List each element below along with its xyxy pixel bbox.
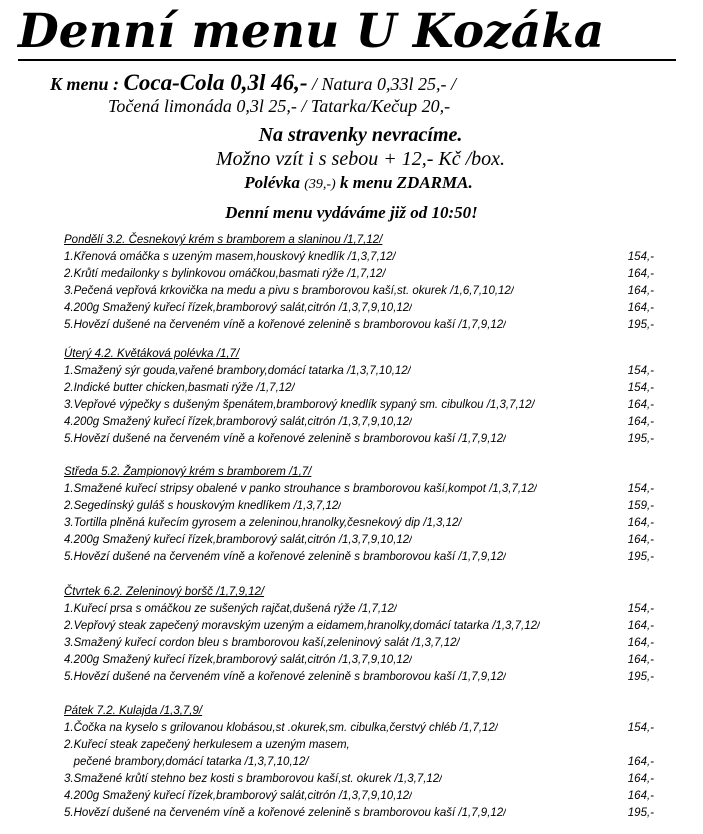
- menu-item-name: 5.Hovězí dušené na červeném víně a kořenové zelenině s bramborovou kaší /1,7,9,12/: [64, 671, 507, 683]
- menu-item: [64, 266, 674, 283]
- menu-item-name: 1.Křenová omáčka s uzeným masem,houskový knedlík /1,3,7,12/: [64, 251, 396, 263]
- menu-item-price: 164,-: [627, 416, 654, 428]
- menu-item: [64, 805, 674, 822]
- day-heading: Středa 5.2. Žampionový krém s bramborem /1,7/: [64, 466, 312, 478]
- menu-item-name: 3.Tortilla plněná kuřecím gyrosem a zeleninou,hranolky,česnekový dip /1,3,12/: [64, 517, 462, 529]
- day-section: [64, 584, 674, 686]
- day-heading: Pondělí 3.2. Česnekový krém s bramborem a slaninou /1,7,12/: [64, 234, 383, 246]
- note-stravenky: Na stravenky nevracíme.: [258, 124, 463, 146]
- menu-item: [64, 549, 674, 566]
- menu-item-name: 5.Hovězí dušené na červeném víně a kořenové zelenině s bramborovou kaší /1,7,9,12/: [64, 319, 507, 331]
- menu-item-price: 195,-: [627, 433, 654, 445]
- note-soup: [0, 173, 703, 193]
- menu-item-price: 164,-: [627, 773, 654, 785]
- menu-item: [64, 363, 674, 380]
- note-soup-a: Polévka: [244, 173, 300, 192]
- menu-item-name: 1.Smažené kuřecí stripsy obalené v panko strouhance s bramborovou kaší,kompot /1,3,7,12/: [64, 483, 538, 495]
- menu-item-name: 3.Pečená vepřová krkovička na medu a pivu s bramborovou kaší,st. okurek /1,6,7,10,12/: [64, 285, 515, 297]
- drinks-rest: / Natura 0,33l 25,- /: [307, 74, 457, 94]
- day-heading: Čtvrtek 6.2. Zeleninový boršč /1,7,9,12/: [64, 586, 265, 598]
- menu-item-name: 3.Vepřové výpečky s dušeným špenátem,bramborový knedlík sypaný sm. cibulkou /1,3,7,12/: [64, 399, 535, 411]
- day-section: [64, 703, 674, 822]
- menu-item: [64, 618, 674, 635]
- menu-item: [64, 249, 674, 266]
- menu-item-name: 1.Kuřecí prsa s omáčkou ze sušených rajčat,dušená rýže /1,7,12/: [64, 603, 398, 615]
- menu-item-price: 195,-: [627, 319, 654, 331]
- menu-item-price: 164,-: [627, 654, 654, 666]
- title-underline: [18, 59, 676, 61]
- menu-item-price: 154,-: [627, 483, 654, 495]
- drinks-lead: K menu :: [50, 74, 120, 94]
- menu-item-price: 164,-: [627, 534, 654, 546]
- drinks-cola: Coca-Cola 0,3l 46,-: [123, 70, 308, 95]
- menu-item-price: 164,-: [627, 399, 654, 411]
- note-serving-time: Denní menu vydáváme již od 10:50!: [225, 203, 478, 222]
- menu-item: [64, 515, 674, 532]
- page-title: Denní menu U Kozáka: [18, 4, 605, 59]
- menu-item-price: 154,-: [627, 382, 654, 394]
- menu-item: [64, 498, 674, 515]
- day-section: [64, 346, 674, 448]
- menu-item-name: 5.Hovězí dušené na červeném víně a kořenové zelenině s bramborovou kaší /1,7,9,12/: [64, 807, 507, 819]
- drinks-line-1: [50, 70, 456, 96]
- menu-item-name: 2.Kuřecí steak zapečený herkulesem a uzeným masem, pečené brambory,domácí tatarka /1,3,7,10,12/: [64, 739, 350, 768]
- menu-item-price: 164,-: [627, 517, 654, 529]
- menu-item-price: 164,-: [627, 637, 654, 649]
- menu-item-name: 5.Hovězí dušené na červeném víně a kořenové zelenině s bramborovou kaší /1,7,9,12/: [64, 433, 507, 445]
- menu-item: [64, 414, 674, 431]
- menu-item-price: 164,-: [627, 790, 654, 802]
- menu-item-price: 154,-: [627, 722, 654, 734]
- menu-item-name: 3.Smažené krůtí stehno bez kosti s bramborovou kaší,st. okurek /1,3,7,12/: [64, 773, 443, 785]
- menu-item-name: 5.Hovězí dušené na červeném víně a kořenové zelenině s bramborovou kaší /1,7,9,12/: [64, 551, 507, 563]
- menu-item: [64, 669, 674, 686]
- menu-item: [64, 788, 674, 805]
- menu-item: [64, 635, 674, 652]
- menu-item-name: 2.Vepřový steak zapečený moravským uzeným a eidamem,hranolky,domácí tatarka /1,3,7,12/: [64, 620, 541, 632]
- menu-item-name: 4.200g Smažený kuřecí řízek,bramborový salát,citrón /1,3,7,9,10,12/: [64, 416, 413, 428]
- menu-item-name: 2.Krůtí medailonky s bylinkovou omáčkou,basmati rýže /1,7,12/: [64, 268, 386, 280]
- menu-item-price: 195,-: [627, 807, 654, 819]
- menu-item-price: 195,-: [627, 551, 654, 563]
- menu-item: [64, 283, 674, 300]
- menu-item: [64, 397, 674, 414]
- menu-item-name: 4.200g Smažený kuřecí řízek,bramborový salát,citrón /1,3,7,9,10,12/: [64, 302, 413, 314]
- menu-item-price: 154,-: [627, 251, 654, 263]
- note-soup-b: k menu ZDARMA.: [339, 173, 473, 192]
- menu-item-name: 1.Smažený sýr gouda,vařené brambory,domácí tatarka /1,3,7,10,12/: [64, 365, 411, 377]
- menu-item-price: 164,-: [627, 268, 654, 280]
- menu-item: [64, 737, 674, 771]
- day-heading: Pátek 7.2. Kulajda /1,3,7,9/: [64, 705, 203, 717]
- menu-item: [64, 601, 674, 618]
- day-section: [64, 464, 674, 566]
- menu-item-price: 154,-: [627, 603, 654, 615]
- menu-item-price: 154,-: [627, 365, 654, 377]
- menu-item-name: 2.Indické butter chicken,basmati rýže /1,7,12/: [64, 382, 295, 394]
- menu-item-price: 159,-: [627, 500, 654, 512]
- menu-item-name: 4.200g Smažený kuřecí řízek,bramborový salát,citrón /1,3,7,9,10,12/: [64, 790, 413, 802]
- day-heading: Úterý 4.2. Květáková polévka /1,7/: [64, 348, 240, 360]
- day-section: [64, 232, 674, 334]
- menu-item-name: 4.200g Smažený kuřecí řízek,bramborový salát,citrón /1,3,7,9,10,12/: [64, 654, 413, 666]
- menu-item-price: 164,-: [627, 756, 654, 768]
- menu-item-name: 4.200g Smažený kuřecí řízek,bramborový salát,citrón /1,3,7,9,10,12/: [64, 534, 413, 546]
- menu-item: [64, 300, 674, 317]
- note-takeaway: Možno vzít i s sebou + 12,- Kč /box.: [215, 148, 506, 170]
- menu-item-price: 195,-: [627, 671, 654, 683]
- menu-item-price: 164,-: [627, 285, 654, 297]
- menu-item-price: 164,-: [627, 620, 654, 632]
- menu-item-name: 1.Čočka na kyselo s grilovanou klobásou,st .okurek,sm. cibulka,čerstvý chléb /1,7,12/: [64, 722, 499, 734]
- note-soup-price: (39,-): [304, 177, 336, 192]
- menu-item-name: 3.Smažený kuřecí cordon bleu s bramborovou kaší,zeleninový salát /1,3,7,12/: [64, 637, 460, 649]
- menu-item: [64, 380, 674, 397]
- menu-item: [64, 771, 674, 788]
- menu-item-name: 2.Segedínský guláš s houskovým knedlíkem /1,3,7,12/: [64, 500, 342, 512]
- menu-item: [64, 652, 674, 669]
- menu-item: [64, 317, 674, 334]
- menu-item: [64, 532, 674, 549]
- menu-item: [64, 720, 674, 737]
- menu-item: [64, 431, 674, 448]
- drinks-line-2: Točená limonáda 0,3l 25,- / Tatarka/Kečup 20,-: [108, 96, 451, 116]
- menu-item: [64, 481, 674, 498]
- menu-item-price: 164,-: [627, 302, 654, 314]
